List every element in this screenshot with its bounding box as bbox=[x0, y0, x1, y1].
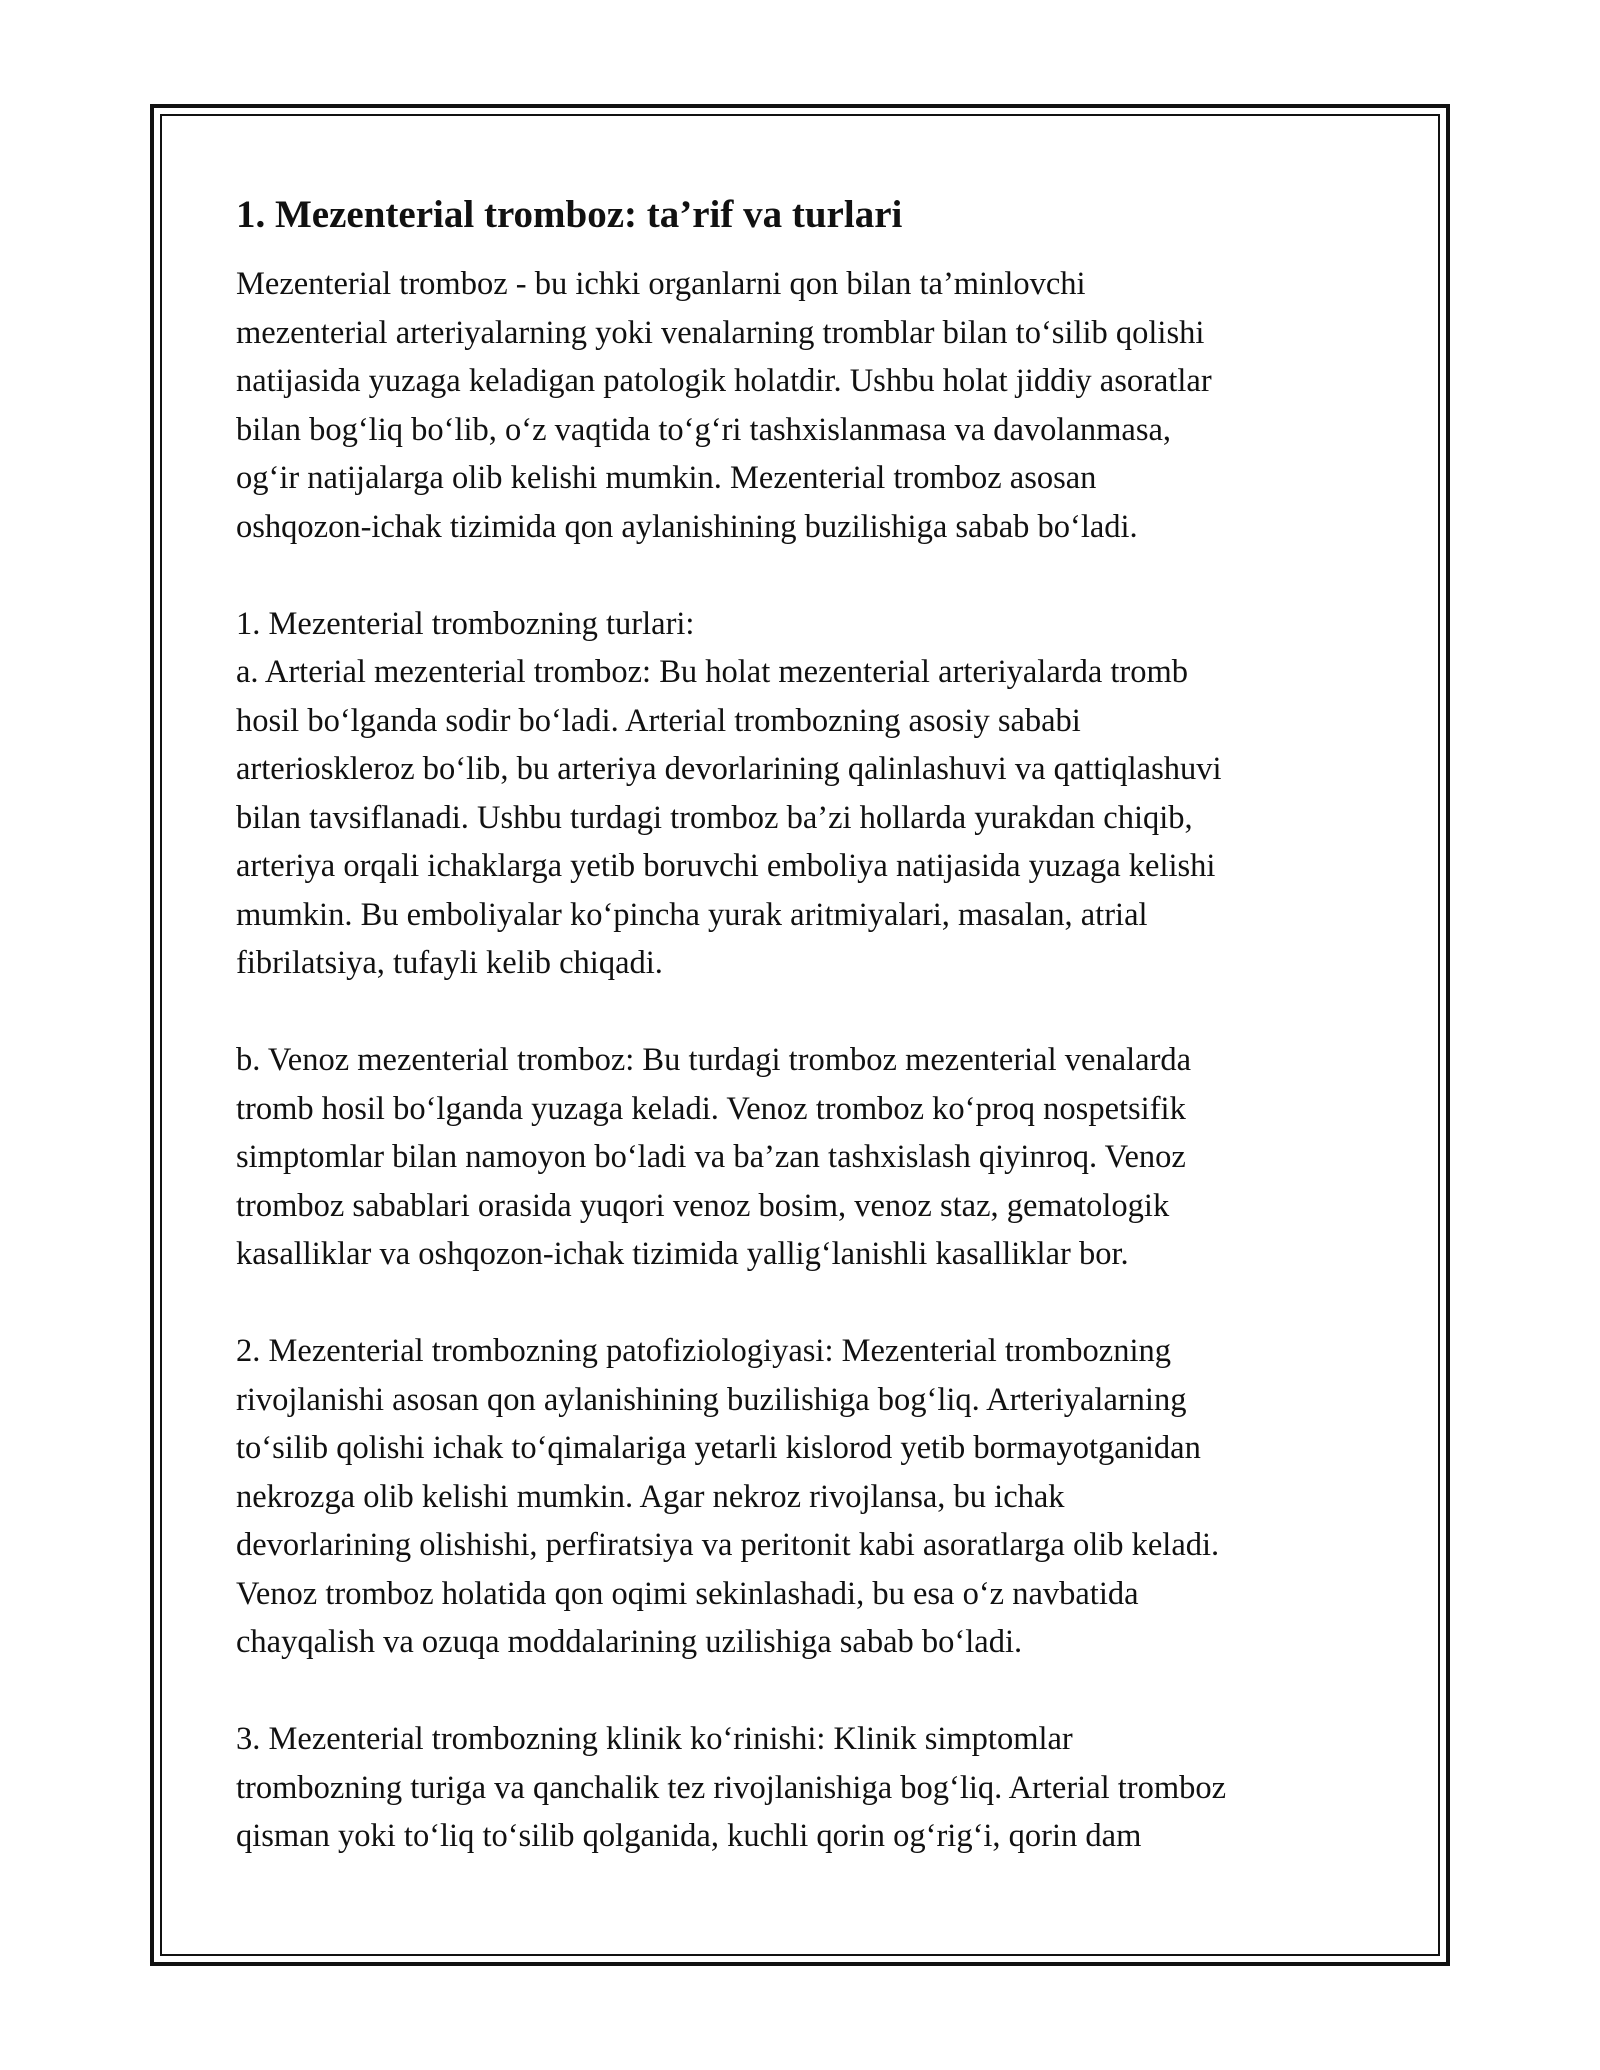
paragraph-definition: Mezenterial tromboz - bu ichki organlarni qon bilan ta’minlovchi mezenterial arteriyalarning yoki venalarning tromblar bilan to‘silib qolishi natijasida yuzaga keladigan patologik holatdir. Ushbu holat jiddiy asoratlar bilan bog‘liq bo‘lib, o‘z vaqtida to‘g‘ri tashxislanmasa va davolanmasa, og‘ir natijalarga olib kelishi mumkin. Mezenterial tromboz asosan oshqozon-ichak tizimida qon aylanishining buzilishiga sabab bo‘ladi. bbox=[236, 266, 1212, 545]
paragraph-spacer bbox=[236, 1279, 1366, 1328]
paragraph-spacer bbox=[236, 1667, 1366, 1716]
paragraph-pathophysiology: 2. Mezenterial trombozning patofiziologiyasi: Mezenterial trombozning rivojlanishi asosan qon aylanishining buzilishiga bog‘liq. Arteriyalarning to‘silib qolishi ichak to‘qimalariga yetarli kislorod yetib bormayotganidan nekrozga olib kelishi mumkin. Agar nekroz rivojlansa, bu ichak devorlarining olishishi, perfiratsiya va peritonit kabi asoratlarga olib keladi. Venoz tromboz holatida qon oqimi sekinlashadi, bu esa o‘z navbatida chayqalish va ozuqa moddalarining uzilishiga sabab bo‘ladi. bbox=[236, 1333, 1220, 1660]
section-heading: 1. Mezenterial tromboz: ta’rif va turlari bbox=[236, 193, 903, 236]
paragraph-spacer bbox=[236, 551, 1366, 600]
paragraph-clinical-picture: 3. Mezenterial trombozning klinik ko‘rinishi: Klinik simptomlar trombozning turiga va qanchalik tez rivojlanishiga bog‘liq. Arterial tromboz qisman yoki to‘liq to‘silib qolganida, kuchli qorin og‘rig‘i, qorin dam bbox=[236, 1721, 1227, 1854]
paragraph-types-arterial: 1. Mezenterial trombozning turlari: a. Arterial mezenterial tromboz: Bu holat mezenterial arteriyalarda tromb hosil bo‘lganda sodir bo‘ladi. Arterial trombozning asosiy sababi arterioskleroz bo‘lib, bu arteriya devorlarining qalinlashuvi va qattiqlashuvi bilan tavsiflanadi. Ushbu turdagi tromboz ba’zi hollarda yurakdan chiqib, arteriya orqali ichaklarga yetib boruvchi emboliya natijasida yuzaga kelishi mumkin. Bu emboliyalar ko‘pincha yurak aritmiyalari, masalan, atrial fibrilatsiya, tufayli kelib chiqadi. bbox=[236, 605, 1222, 981]
paragraph-spacer bbox=[236, 988, 1366, 1037]
paragraph-types-venous: b. Venoz mezenterial tromboz: Bu turdagi tromboz mezenterial venalarda tromb hosil bo‘lganda yuzaga keladi. Venoz tromboz ko‘proq nospetsifik simptomlar bilan namoyon bo‘ladi va ba’zan tashxislash qiyinroq. Venoz tromboz sabablari orasida yuqori venoz bosim, venoz staz, gematologik kasalliklar va oshqozon-ichak tizimida yallig‘lanishli kasalliklar bor. bbox=[236, 1042, 1192, 1272]
document-body bbox=[236, 188, 1366, 1861]
